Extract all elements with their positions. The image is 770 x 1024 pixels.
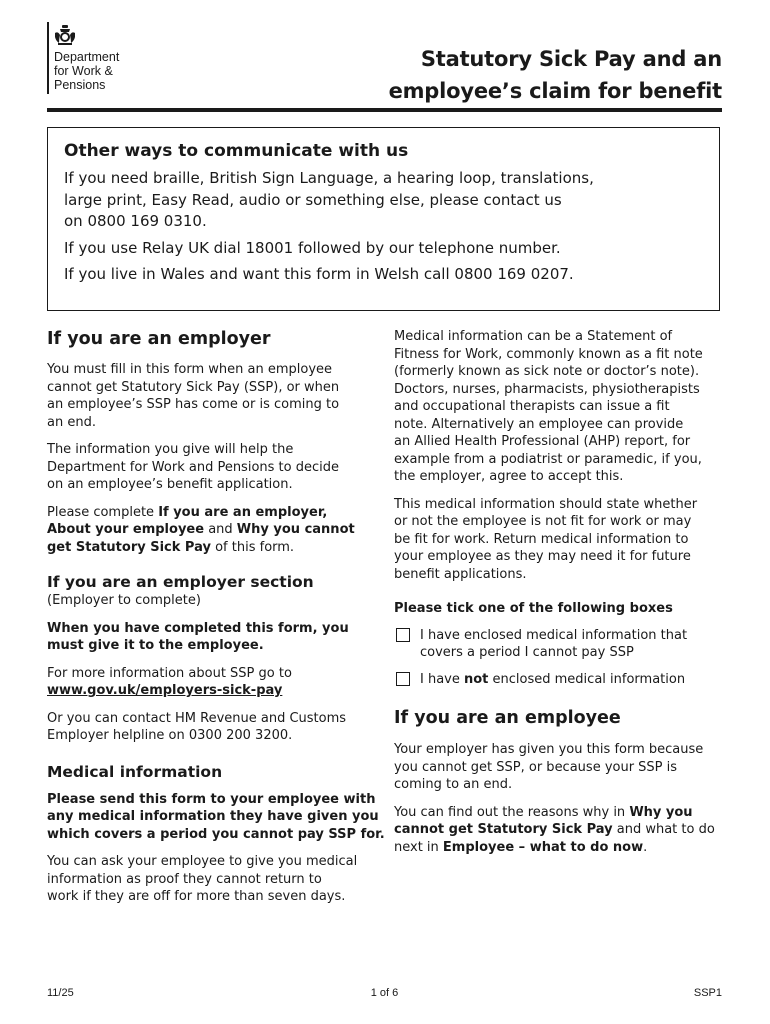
text-line <box>47 521 382 539</box>
other-ways-heading: Other ways to communicate with us <box>64 141 409 161</box>
text-line: on an employee’s benefit application. <box>47 477 293 492</box>
bold-text: Why you cannot <box>236 522 355 537</box>
text-line: Medical information can be a Statement of <box>394 329 673 344</box>
text-line: example from a podiatrist or paramedic, if you, <box>394 451 702 467</box>
enclosed-medical-option[interactable] <box>394 627 724 662</box>
bold-text: Employee – what to do now <box>442 839 644 855</box>
text-line <box>47 539 382 557</box>
text-run: next in <box>394 839 443 855</box>
text-line: your employee as they may need it for future <box>394 549 691 564</box>
bold-text: not <box>464 671 489 687</box>
option-label: covers a period I cannot pay SSP <box>420 645 634 660</box>
text-line: must give it to the employee. <box>47 638 264 653</box>
text-line: Fitness for Work, commonly known as a fit note <box>394 346 703 362</box>
text-run: You can find out the reasons why in <box>394 804 630 820</box>
title-line-1: Statutory Sick Pay and an <box>420 47 722 71</box>
page-header <box>47 22 722 102</box>
employee-heading: If you are an employee <box>394 708 621 728</box>
left-column <box>47 322 385 906</box>
employer-section-bold-note <box>47 620 382 655</box>
bold-text: cannot get Statutory Sick Pay <box>394 822 613 837</box>
fit-note-paragraph <box>394 328 724 486</box>
text-line: you cannot get SSP, or because your SSP is <box>394 759 678 775</box>
relay-paragraph: If you use Relay UK dial 18001 followed by our telephone number. <box>64 238 561 257</box>
text-run: Please complete <box>47 504 159 520</box>
option-label: I have enclosed medical information that <box>420 627 688 643</box>
medical-information-heading: Medical information <box>47 762 223 781</box>
welsh-paragraph: If you live in Wales and want this form in Welsh call 0800 169 0207. <box>64 265 574 283</box>
ssp-more-info <box>47 665 382 700</box>
employee-paragraph-2 <box>394 804 724 857</box>
employer-paragraph-2 <box>47 441 382 494</box>
text-line: or not the employee is not fit for work or may <box>394 514 692 529</box>
page-title <box>389 43 722 107</box>
text-line <box>47 504 382 522</box>
accessibility-paragraph <box>64 168 703 233</box>
tick-heading <box>394 600 724 618</box>
logo-line: Pensions <box>54 78 106 92</box>
text-line: Your employer has given you this form because <box>394 742 704 757</box>
text-line: You must fill in this form when an employee <box>47 362 333 377</box>
text-line: Or you can contact HM Revenue and Customs <box>47 710 347 726</box>
text-line: be fit for work. Return medical information to <box>394 531 689 547</box>
text-line: cannot get Statutory Sick Pay (SSP), or when <box>47 379 340 395</box>
right-column <box>394 322 724 856</box>
text-line: and occupational therapists can issue a fit <box>394 399 670 414</box>
employers-sick-pay-link[interactable]: www.gov.uk/employers-sick-pay <box>47 683 283 698</box>
text-line: on 0800 169 0310. <box>64 212 207 230</box>
text-line: For more information about SSP go to <box>47 665 292 681</box>
bold-text: If you are an employer, <box>158 504 328 520</box>
text-line: The information you give will help the <box>47 442 294 457</box>
bold-text: get Statutory Sick Pay <box>47 539 211 555</box>
text-line: You can ask your employee to give you medical <box>47 854 358 869</box>
page-number: 1 of 6 <box>370 987 399 999</box>
medical-statement-paragraph <box>394 496 724 584</box>
text-run: and <box>204 522 237 537</box>
form-code: SSP1 <box>693 987 722 999</box>
text-line: any medical information they have given you <box>47 809 379 824</box>
hmrc-helpline <box>47 710 382 745</box>
employer-section-heading: If you are an employer section <box>47 573 314 591</box>
text-line: Please send this form to your employee with <box>47 791 376 807</box>
other-ways-box <box>47 127 720 311</box>
text-line: large print, Easy Read, audio or something else, please contact us <box>64 190 562 209</box>
employer-paragraph-1 <box>47 361 382 431</box>
text-line: This medical information should state whether <box>394 496 698 512</box>
not-enclosed-medical-option[interactable] <box>394 671 724 689</box>
employee-paragraph-1 <box>394 741 724 794</box>
bold-text: Why you <box>629 804 693 820</box>
logo-line: for Work & <box>54 64 113 78</box>
bold-text: About your employee <box>47 522 205 537</box>
form-date: 11/25 <box>47 987 74 999</box>
text-line: the employer, agree to accept this. <box>394 469 624 484</box>
text-line: When you have completed this form, you <box>47 620 349 636</box>
bold-text: Please tick one of the following boxes <box>394 601 673 616</box>
text-line <box>394 821 724 839</box>
royal-crest-icon <box>53 24 77 46</box>
logo-line: Department <box>54 50 120 64</box>
medical-bold-note <box>47 791 385 844</box>
text-line: which covers a period you cannot pay SSP for. <box>47 826 385 842</box>
text-run: of this form. <box>210 539 295 555</box>
text-line: note. Alternatively an employee can provide <box>394 416 684 432</box>
not-enclosed-checkbox[interactable] <box>396 672 410 686</box>
employer-section-subtitle: (Employer to complete) <box>47 593 201 608</box>
enclosed-checkbox[interactable] <box>396 628 410 642</box>
logo-divider <box>47 22 49 94</box>
text-line: Employer helpline on 0300 200 3200. <box>47 728 293 743</box>
employer-paragraph-3 <box>47 504 382 557</box>
text-line: (formerly known as sick note or doctor’s note). <box>394 364 700 379</box>
text-line: benefit applications. <box>394 566 527 582</box>
text-run: and what to do <box>612 822 715 837</box>
medical-paragraph <box>47 853 382 906</box>
text-line <box>394 839 724 857</box>
text-line: information as proof they cannot return to <box>47 871 322 887</box>
text-line: If you need braille, British Sign Language, a hearing loop, translations, <box>64 169 594 187</box>
logo-text <box>54 50 119 92</box>
text-line: Doctors, nurses, pharmacists, physiotherapists <box>394 381 700 397</box>
header-rule <box>47 108 722 112</box>
text-line: coming to an end. <box>394 777 513 792</box>
text-line: an end. <box>47 414 96 430</box>
text-line <box>394 804 724 822</box>
option-label <box>420 671 724 689</box>
text-line: an employee’s SSP has come or is coming to <box>47 397 340 412</box>
text-run: . <box>643 839 648 855</box>
text-run: enclosed medical information <box>488 671 686 687</box>
text-run: I have <box>420 671 464 687</box>
title-line-2: employee’s claim for benefit <box>388 79 722 103</box>
text-line: Department for Work and Pensions to decide <box>47 459 339 475</box>
employer-heading: If you are an employer <box>47 329 271 349</box>
text-line: an Allied Health Professional (AHP) report, for <box>394 434 691 449</box>
text-line: work if they are off for more than seven days. <box>47 889 346 904</box>
